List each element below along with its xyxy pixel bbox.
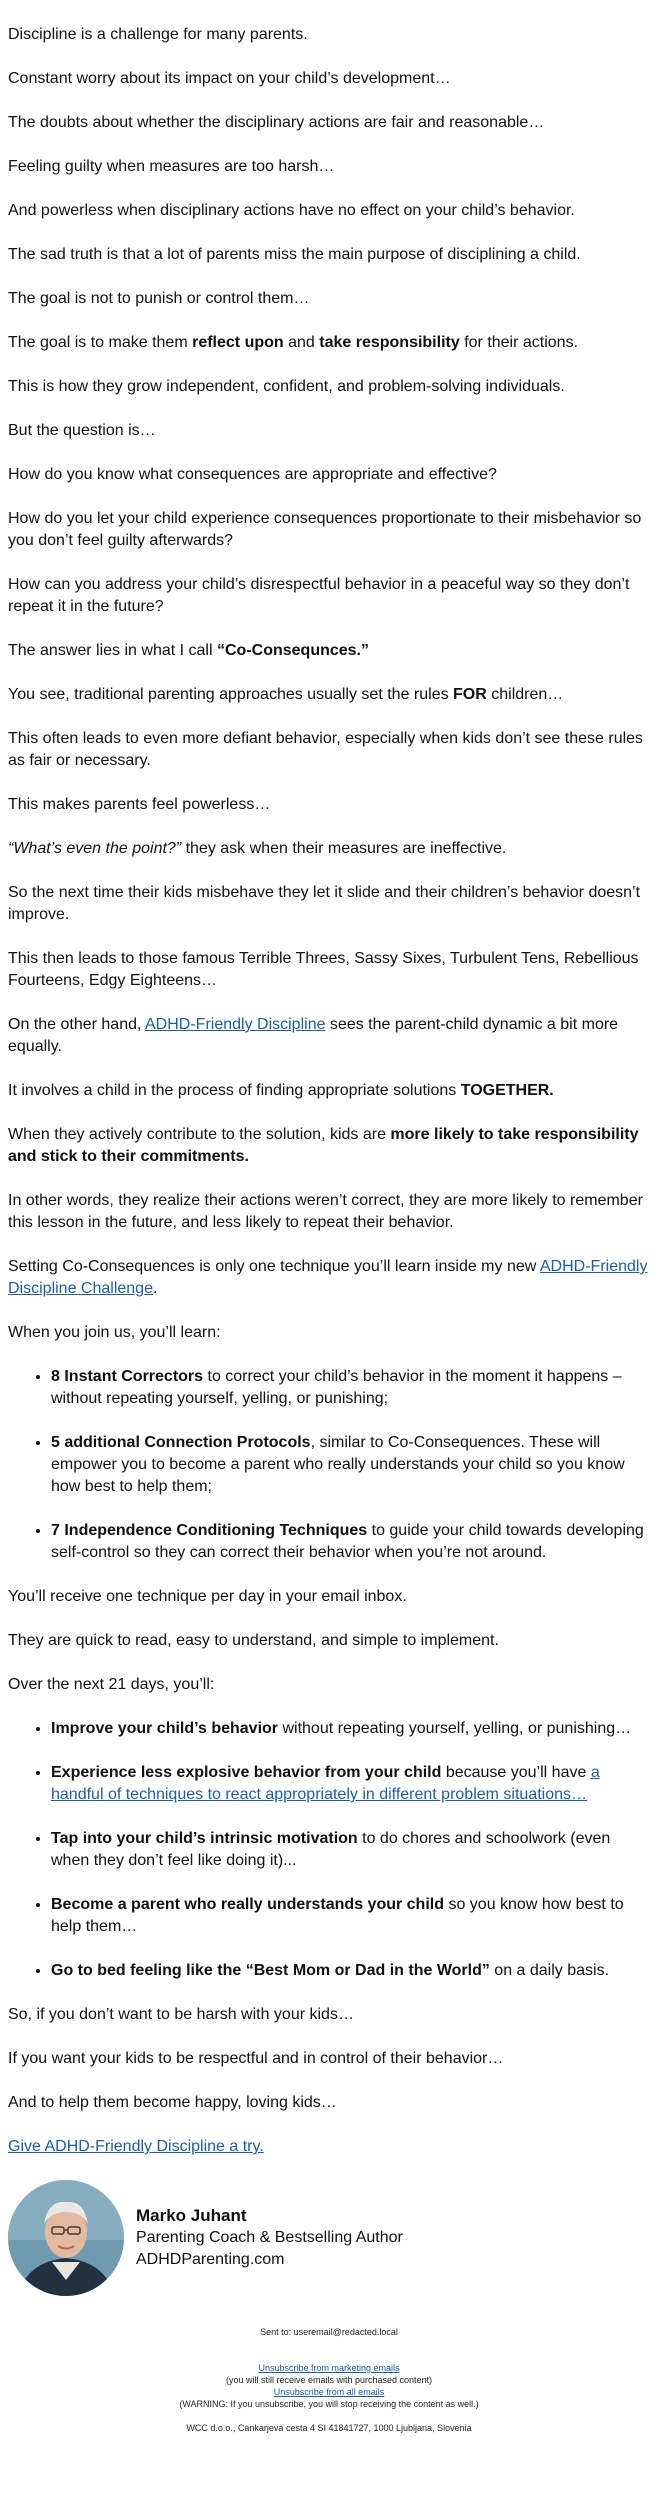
text: The goal is to make them (8, 334, 193, 351)
paragraph: The doubts about whether the disciplinary actions are fair and reasonable… (8, 114, 545, 131)
text: . (152, 1280, 158, 1297)
bold-text: 5 additional Connection Protocols (51, 1434, 311, 1451)
paragraph: So the next time their kids misbehave they let it slide and their children’s behavior doesn’t improve. (8, 884, 641, 923)
sent-to: Sent to: useremail@redacted.local (260, 2327, 398, 2337)
paragraph: And powerless when disciplinary actions have no effect on your child’s behavior. (8, 202, 575, 219)
author-photo-icon (8, 2180, 124, 2296)
paragraph: You’ll receive one technique per day in your email inbox. (8, 1588, 407, 1605)
paragraph: How do you know what consequences are appropriate and effective? (8, 466, 497, 483)
list-item (51, 1960, 650, 1982)
bold-text: FOR (453, 686, 487, 703)
text: The answer lies in what I call (8, 642, 217, 659)
paragraph (8, 1080, 650, 1102)
paragraph (8, 838, 650, 860)
bold-text: Experience less explosive behavior from your child (51, 1764, 442, 1781)
text: without repeating yourself, yelling, or punishing… (278, 1720, 632, 1737)
cta-link[interactable]: Give ADHD-Friendly Discipline a try. (8, 2138, 264, 2155)
paragraph (8, 684, 650, 706)
bold-text: more likely to take responsibility and stick to their commitments. (8, 1126, 639, 1165)
list-item (51, 1520, 650, 1564)
author-name: Marko Juhant (136, 2206, 247, 2225)
list-item (51, 1762, 650, 1806)
paragraph: If you want your kids to be respectful and in control of their behavior… (8, 2050, 504, 2067)
unsubscribe-marketing-link[interactable]: Unsubscribe from marketing emails (258, 2363, 400, 2373)
text: When they actively contribute to the solution, kids are (8, 1126, 391, 1143)
bold-text: Go to bed feeling like the “Best Mom or Dad in the World” (51, 1962, 490, 1979)
bold-text: 8 Instant Correctors (51, 1368, 204, 1385)
paragraph: But the question is… (8, 422, 156, 439)
paragraph (8, 1124, 650, 1168)
text: and (283, 334, 320, 351)
paragraph: This makes parents feel powerless… (8, 796, 271, 813)
bold-text: take responsibility (319, 334, 460, 351)
bold-text: TOGETHER. (460, 1082, 554, 1099)
paragraph: The sad truth is that a lot of parents miss the main purpose of disciplining a child. (8, 246, 581, 263)
text: On the other hand, (8, 1016, 145, 1033)
paragraph: How can you address your child’s disrespectful behavior in a peaceful way so they don’t repeat it in the future? (8, 576, 630, 615)
paragraph: They are quick to read, easy to understand, and simple to implement. (8, 1632, 499, 1649)
paragraph: Discipline is a challenge for many parents. (8, 26, 308, 43)
paragraph (8, 2136, 650, 2158)
text: It involves a child in the process of finding appropriate solutions (8, 1082, 461, 1099)
paragraph: How do you let your child experience consequences proportionate to their misbehavior so you don’t feel guilty afterwards? (8, 510, 642, 549)
list-item (51, 1828, 650, 1872)
avatar (8, 2180, 124, 2296)
unsubscribe-all-link[interactable]: Unsubscribe from all emails (273, 2387, 385, 2397)
paragraph: And to help them become happy, loving kids… (8, 2094, 337, 2111)
adhd-discipline-link[interactable]: ADHD-Friendly Discipline (145, 1016, 326, 1033)
discipline-challenge-link[interactable]: ADHD-Friendly Discipline Challenge (8, 1258, 648, 1297)
list-item (51, 1366, 650, 1410)
text: , similar to Co-Consequences. These will empower you to become a parent who really understands your child so you know how best to help them; (51, 1434, 625, 1495)
text: Setting Co-Consequences is only one technique you’ll learn inside my new (8, 1258, 540, 1275)
paragraph (8, 1014, 650, 1058)
text: to correct your child’s behavior in the moment it happens – without repeating yourself, yelling, or punishing; (51, 1368, 622, 1407)
text: to do chores and schoolwork (even when they don’t feel like doing it)... (51, 1830, 611, 1869)
paragraph: So, if you don’t want to be harsh with your kids… (8, 2006, 354, 2023)
bold-text: Improve your child’s behavior (51, 1720, 279, 1737)
text: because you’ll have (441, 1764, 591, 1781)
paragraph: This then leads to those famous Terrible Threes, Sassy Sixes, Turbulent Tens, Rebellious Fourteens, Edgy Eighteens… (8, 950, 639, 989)
paragraph: The goal is not to punish or control them… (8, 290, 310, 307)
unsubscribe-all-note: (WARNING: If you unsubscribe, you will stop receiving the content as well.) (179, 2399, 479, 2409)
author-role: Parenting Coach & Bestselling Author (136, 2229, 403, 2246)
techniques-link[interactable]: a handful of techniques to react appropriately in different problem situations… (51, 1764, 600, 1803)
company-address: WCC d.o.o., Cankarjeva cesta 4 SI 41841727, 1000 Ljubljana, Slovenia (186, 2423, 472, 2433)
learn-list (8, 1366, 650, 1564)
email-footer (8, 2326, 650, 2444)
paragraph (8, 1256, 650, 1300)
paragraph: Feeling guilty when measures are too harsh… (8, 158, 335, 175)
text: they ask when their measures are ineffective. (181, 840, 507, 857)
text: children… (486, 686, 564, 703)
text: for their actions. (459, 334, 579, 351)
bold-text: Become a parent who really understands your child (51, 1896, 444, 1913)
list-item (51, 1718, 650, 1740)
italic-quote: “What’s even the point?” (8, 840, 182, 857)
benefits-list (8, 1718, 650, 1982)
paragraph: This is how they grow independent, confident, and problem-solving individuals. (8, 378, 565, 395)
list-item (51, 1432, 650, 1498)
unsubscribe-marketing-note: (you will still receive emails with purchased content) (225, 2375, 433, 2385)
text: You see, traditional parenting approaches usually set the rules (8, 686, 454, 703)
list-item (51, 1894, 650, 1938)
bold-text: Tap into your child’s intrinsic motivation (51, 1830, 358, 1847)
paragraph: When you join us, you’ll learn: (8, 1324, 221, 1341)
signature (8, 2180, 650, 2296)
paragraph: In other words, they realize their actions weren’t correct, they are more likely to remember this lesson in the future, and less likely to repeat their behavior. (8, 1192, 643, 1231)
paragraph (8, 640, 650, 662)
paragraph: This often leads to even more defiant behavior, especially when kids don’t see these rules as fair or necessary. (8, 730, 644, 769)
text: sees the parent-child dynamic a bit more equally. (8, 1016, 619, 1055)
author-site: ADHDParenting.com (136, 2251, 285, 2268)
paragraph (8, 332, 650, 354)
text: to guide your child towards developing self-control so they can correct their behavior when you’re not around. (51, 1522, 644, 1561)
paragraph: Constant worry about its impact on your child’s development… (8, 70, 451, 87)
signature-text (136, 2205, 403, 2271)
bold-text: 7 Independence Conditioning Techniques (51, 1522, 368, 1539)
paragraph: Over the next 21 days, you’ll: (8, 1676, 215, 1693)
bold-text: “Co-Consequnces.” (216, 642, 369, 659)
bold-text: reflect upon (192, 334, 284, 351)
text: so you know how best to help them… (51, 1896, 624, 1935)
text: on a daily basis. (489, 1962, 610, 1979)
